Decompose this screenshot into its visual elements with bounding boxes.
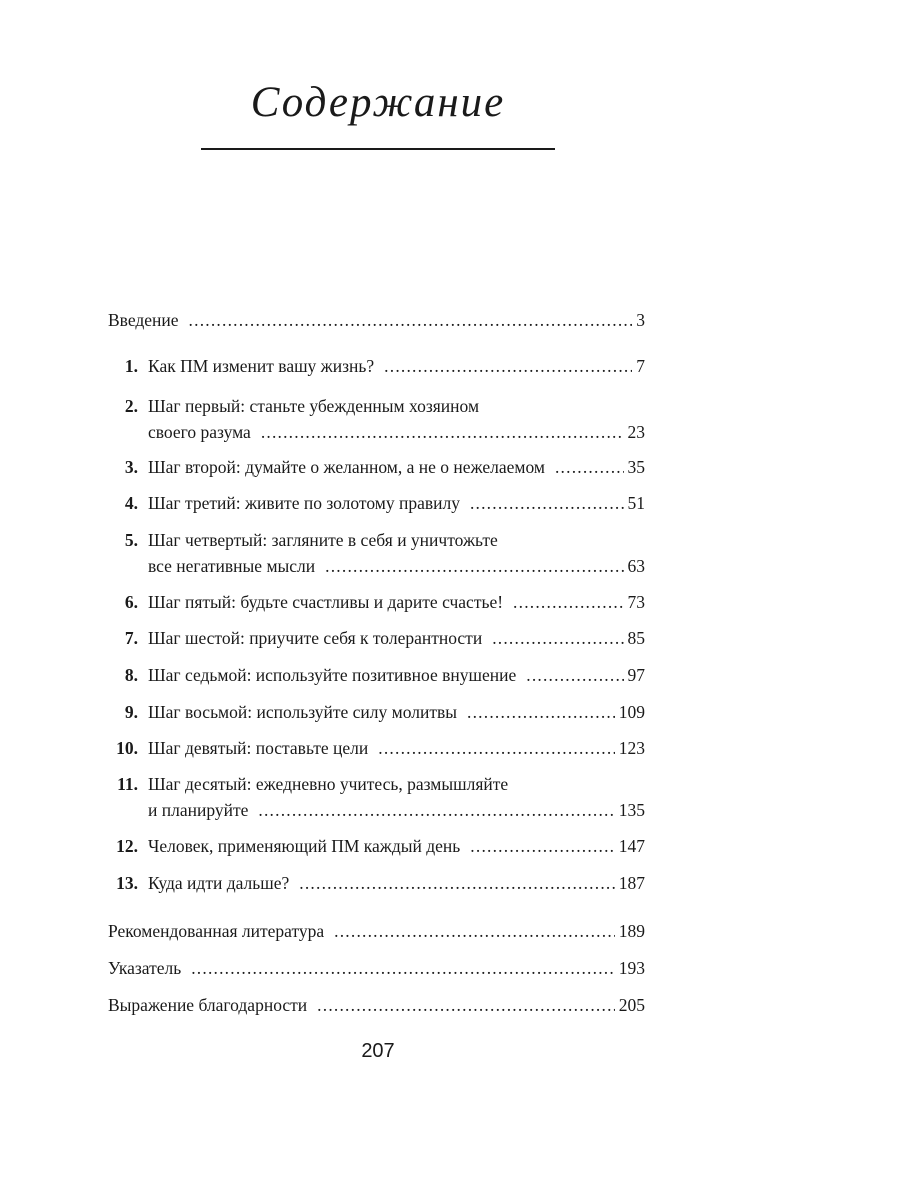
chapter-number: 13. <box>116 873 138 893</box>
toc-entry-page: 3 <box>636 310 645 330</box>
toc-entry-label: Выражение благодарности <box>108 995 308 1015</box>
toc-entry-page: 189 <box>618 921 645 941</box>
chapter-page: 7 <box>636 356 645 376</box>
chapter-title: Шаг седьмой: используйте позитивное внушение <box>148 665 517 685</box>
chapter-number: 3. <box>124 457 138 477</box>
chapter-number: 8. <box>124 665 138 685</box>
chapter-title: Шаг девятый: поставьте цели <box>148 738 369 758</box>
dot-leader <box>299 873 614 894</box>
chapter-title: Как ПМ изменит вашу жизнь? <box>148 356 375 376</box>
chapter-title: Куда идти дальше? <box>148 873 290 893</box>
dot-leader <box>467 702 615 723</box>
toc-entry-label: Рекомендованная литература <box>108 921 325 941</box>
toc-entry-chapter-2-line-2[interactable] <box>148 422 645 446</box>
chapter-number: 4. <box>124 493 138 513</box>
toc-entry-chapter-13[interactable] <box>108 873 645 897</box>
dot-leader <box>325 556 623 577</box>
dot-leader <box>526 665 623 686</box>
chapter-title: Шаг первый: станьте убежденным хозяином <box>148 396 480 416</box>
chapter-number: 6. <box>124 592 138 612</box>
toc-entry-acknowledgements[interactable] <box>108 995 645 1019</box>
toc-entry-chapter-1[interactable] <box>108 356 645 380</box>
chapter-title: Шаг десятый: ежедневно учитесь, размышляйте <box>148 774 509 794</box>
chapter-number: 2. <box>124 396 138 416</box>
dot-leader <box>334 921 615 942</box>
toc-entry-chapter-10[interactable] <box>108 738 645 762</box>
toc-entry-page: 193 <box>618 958 645 978</box>
chapter-page: 123 <box>618 738 645 758</box>
chapter-title: Шаг третий: живите по золотому правилу <box>148 493 460 513</box>
chapter-page: 135 <box>618 800 645 820</box>
dot-leader <box>513 592 623 613</box>
chapter-page: 73 <box>627 592 645 612</box>
toc-entry-chapter-5-line-2[interactable] <box>148 556 645 580</box>
chapter-number: 7. <box>124 628 138 648</box>
toc-entry-chapter-8[interactable] <box>108 665 645 689</box>
dot-leader <box>470 836 614 857</box>
chapter-title: Шаг четвертый: загляните в себя и уничтожьте <box>148 530 498 550</box>
chapter-number: 1. <box>124 356 138 376</box>
chapter-title: Шаг восьмой: используйте силу молитвы <box>148 702 458 722</box>
dot-leader <box>384 356 632 377</box>
toc-entry-intro[interactable] <box>108 310 645 334</box>
toc-entry-chapter-11-line-1[interactable] <box>108 774 508 798</box>
chapter-page: 147 <box>618 836 645 856</box>
chapter-title: Шаг пятый: будьте счастливы и дарите счастье! <box>148 592 504 612</box>
chapter-title-continued: и планируйте <box>148 800 249 820</box>
toc-entry-chapter-4[interactable] <box>108 493 645 517</box>
toc-entry-chapter-6[interactable] <box>108 592 645 616</box>
chapter-number: 9. <box>124 702 138 722</box>
chapter-title: Шаг второй: думайте о желанном, а не о нежелаемом <box>148 457 545 477</box>
toc-entry-chapter-3[interactable] <box>108 457 645 481</box>
toc-entry-label: Введение <box>108 310 179 330</box>
chapter-page: 23 <box>627 422 645 442</box>
toc-entry-chapter-5-line-1[interactable] <box>108 530 498 554</box>
table-of-contents <box>108 0 645 1100</box>
chapter-title-continued: своего разума <box>148 422 251 442</box>
toc-entry-index[interactable] <box>108 958 645 982</box>
dot-leader <box>555 457 624 478</box>
toc-entry-label: Указатель <box>108 958 182 978</box>
dot-leader <box>317 995 615 1016</box>
toc-entry-chapter-11-line-2[interactable] <box>148 800 645 824</box>
chapter-title: Шаг шестой: приучите себя к толерантности <box>148 628 483 648</box>
toc-entry-chapter-9[interactable] <box>108 702 645 726</box>
toc-entry-chapter-12[interactable] <box>108 836 645 860</box>
chapter-page: 51 <box>627 493 645 513</box>
toc-entry-chapter-2-line-1[interactable] <box>108 396 479 420</box>
dot-leader <box>470 493 624 514</box>
chapter-number: 10. <box>116 738 138 758</box>
chapter-title-continued: все негативные мысли <box>148 556 316 576</box>
chapter-page: 85 <box>627 628 645 648</box>
toc-entry-page: 205 <box>618 995 645 1015</box>
chapter-page: 97 <box>627 665 645 685</box>
dot-leader <box>189 310 633 331</box>
dot-leader <box>492 628 623 649</box>
dot-leader <box>191 958 615 979</box>
chapter-page: 35 <box>627 457 645 477</box>
chapter-page: 109 <box>618 702 645 722</box>
toc-entry-chapter-7[interactable] <box>108 628 645 652</box>
chapter-page: 63 <box>627 556 645 576</box>
chapter-number: 11. <box>117 774 138 794</box>
chapter-number: 12. <box>116 836 138 856</box>
chapter-page: 187 <box>618 873 645 893</box>
dot-leader <box>261 422 624 443</box>
chapter-number: 5. <box>124 530 138 550</box>
dot-leader <box>258 800 614 821</box>
page-number: 207 <box>361 1040 395 1062</box>
chapter-title: Человек, применяющий ПМ каждый день <box>148 836 461 856</box>
dot-leader <box>378 738 614 759</box>
page-title: Содержание <box>250 79 506 126</box>
toc-entry-recommended-reading[interactable] <box>108 921 645 945</box>
